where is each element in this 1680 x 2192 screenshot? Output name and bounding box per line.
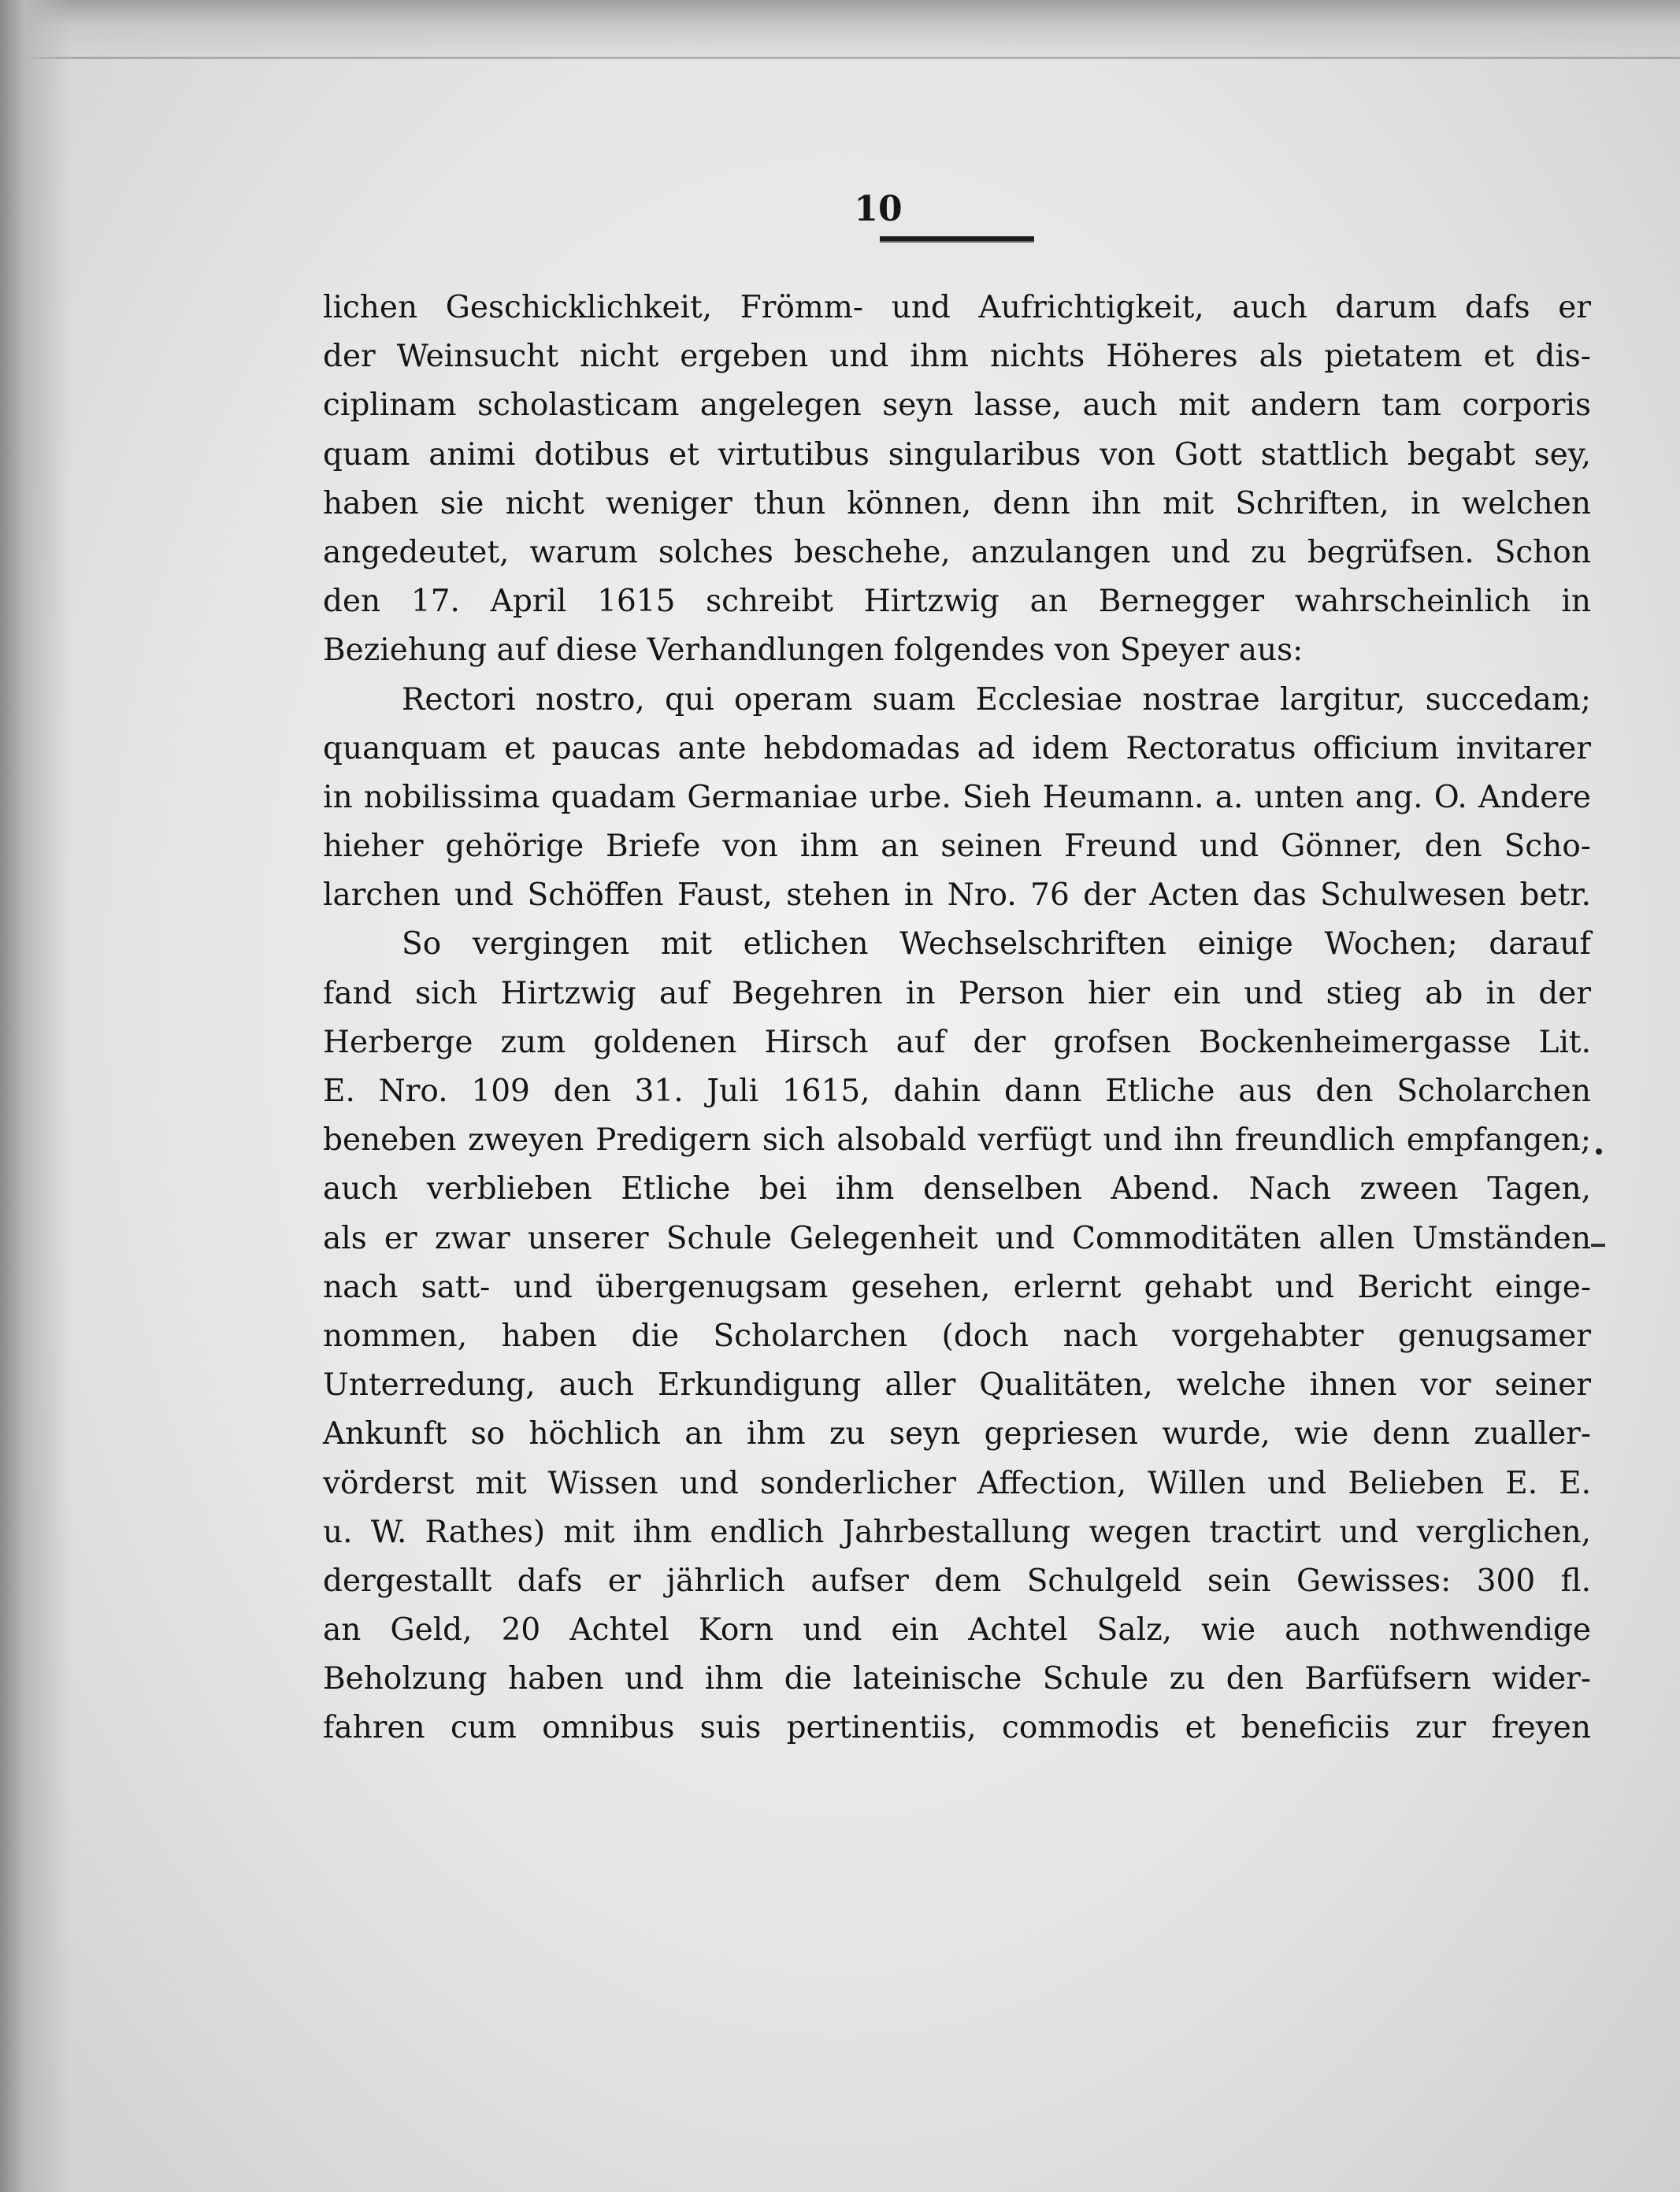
page-binding-edge <box>0 0 71 2192</box>
text-line: der Weinsucht nicht ergeben und ihm nichts Höheres als pietatem et dis- <box>323 339 1591 375</box>
text-line: dergestallt dafs er jährlich aufser dem Schulgeld sein Gewisses: 300 fl. <box>323 1563 1591 1599</box>
page-fold-line <box>0 57 1680 59</box>
text-line: u. W. Rathes) mit ihm endlich Jahrbestallung wegen tractirt und verglichen, <box>323 1514 1591 1550</box>
text-line: quam animi dotibus et virtutibus singularibus von Gott stattlich begabt sey, <box>323 436 1591 473</box>
body-text <box>323 284 1591 1753</box>
text-line: fand sich Hirtzwig auf Begehren in Person hier ein und stieg ab in der <box>323 975 1591 1011</box>
text-line: Beziehung auf diese Verhandlungen folgendes von Speyer aus: <box>323 632 1304 669</box>
text-line: Ankunft so höchlich an ihm zu seyn gepriesen wurde, wie denn zualler- <box>323 1416 1591 1452</box>
page-top-edge <box>0 0 1680 63</box>
text-line: So vergingen mit etlichen Wechselschriften einige Wochen; darauf <box>402 926 1591 962</box>
text-line: beneben zweyen Predigern sich alsobald verfügt und ihn freundlich empfangen; <box>323 1122 1591 1159</box>
text-line: vörderst mit Wissen und sonderlicher Affection, Willen und Belieben E. E. <box>323 1465 1591 1501</box>
text-line: E. Nro. 109 den 31. Juli 1615, dahin dann Etliche aus den Scholarchen <box>323 1074 1591 1109</box>
text-line: hieher gehörige Briefe von ihm an seinen Freund und Gönner, den Scho- <box>323 829 1591 865</box>
text-line: in nobilissima quadam Germaniae urbe. Sieh Heumann. a. unten ang. O. Andere <box>323 779 1591 815</box>
page-number: 10 <box>854 189 903 229</box>
text-line: angedeutet, warum solches beschehe, anzulangen und zu begrüfsen. Schon <box>323 534 1591 570</box>
margin-dot-mark <box>1596 1148 1602 1155</box>
text-line: nach satt- und übergenugsam gesehen, erlernt gehabt und Bericht einge- <box>323 1269 1591 1305</box>
text-line: Unterredung, auch Erkundigung aller Qualitäten, welche ihnen vor seiner <box>323 1367 1591 1404</box>
text-line: den 17. April 1615 schreibt Hirtzwig an Bernegger wahrscheinlich in <box>323 584 1591 620</box>
text-line: Rectori nostro, qui operam suam Ecclesiae nostrae largitur, succedam; <box>402 681 1591 718</box>
text-line: Beholzung haben und ihm die lateinische Schule zu den Barfüfsern wider- <box>323 1661 1591 1697</box>
margin-dash-mark <box>1591 1244 1605 1247</box>
text-line: larchen und Schöffen Faust, stehen in Nro. 76 der Acten das Schulwesen betr. <box>323 877 1591 914</box>
text-line: Herberge zum goldenen Hirsch auf der grofsen Bockenheimergasse Lit. <box>323 1024 1591 1060</box>
text-line: nommen, haben die Scholarchen (doch nach vorgehabter genugsamer <box>323 1318 1591 1354</box>
text-line: an Geld, 20 Achtel Korn und ein Achtel Salz, wie auch nothwendige <box>323 1612 1591 1649</box>
text-line: ciplinam scholasticam angelegen seyn lasse, auch mit andern tam corporis <box>323 388 1591 424</box>
text-line: fahren cum omnibus suis pertinentiis, commodis et beneficiis zur freyen <box>323 1710 1591 1746</box>
page-number-rule <box>880 236 1034 243</box>
text-line: haben sie nicht weniger thun können, denn ihn mit Schriften, in welchen <box>323 485 1591 521</box>
text-line: lichen Geschicklichkeit, Frömm- und Aufrichtigkeit, auch darum dafs er <box>323 290 1591 325</box>
text-line: als er zwar unserer Schule Gelegenheit und Commoditäten allen Umständen <box>323 1220 1591 1256</box>
text-line: quanquam et paucas ante hebdomadas ad idem Rectoratus officium invitarer <box>323 730 1591 766</box>
text-line: auch verblieben Etliche bei ihm denselben Abend. Nach zween Tagen, <box>323 1171 1591 1207</box>
